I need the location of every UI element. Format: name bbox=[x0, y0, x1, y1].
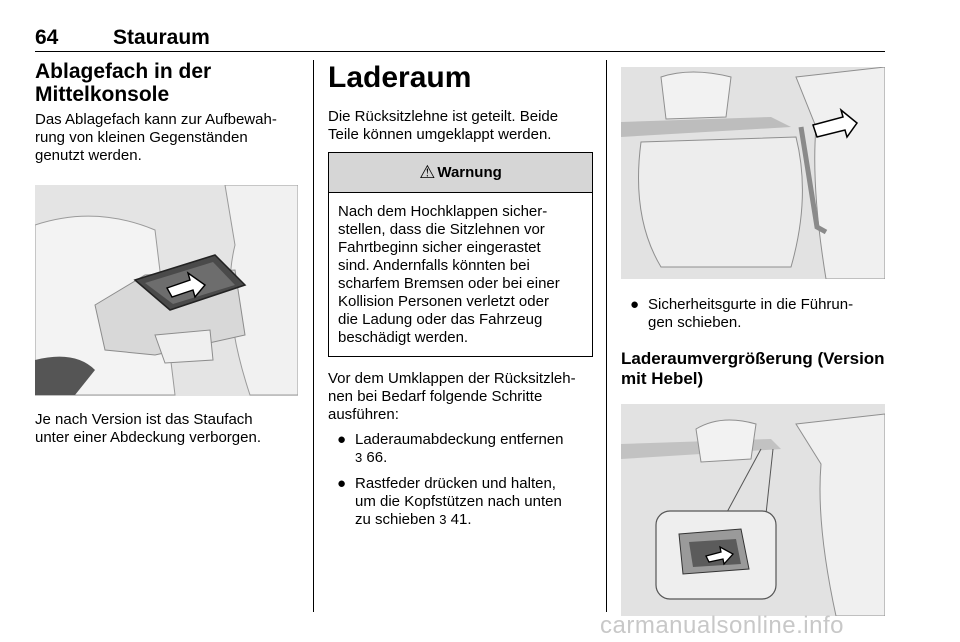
warning-triangle-icon: ⚠ bbox=[419, 162, 436, 182]
page-ref-arrow-icon: 3 bbox=[439, 512, 447, 527]
warning-text: Nach dem Hochklappen sicher- stellen, dass die Sitzlehnen vor Fahrtbeginn sicher eingerastet sind. Andernfalls könnten bei scharfem Bremsen oder bei einer Kollision Personen verletzt oder die Ladung oder das Fahrzeug beschädigt werden. bbox=[338, 203, 560, 346]
page-header bbox=[35, 26, 885, 50]
warning-title: Warnung bbox=[437, 164, 502, 181]
load-compartment-intro: Die Rücksitzlehne ist geteilt. Beide Teile können umgeklappt werden. bbox=[328, 108, 559, 143]
warning-box bbox=[328, 152, 593, 357]
seat-belt-steps bbox=[621, 296, 885, 332]
column-seat-belts bbox=[621, 60, 885, 616]
column-divider bbox=[313, 60, 314, 612]
watermark: carmanualsonline.info bbox=[600, 612, 844, 639]
list-item: ● Rastfeder drücken und halten, um die Kopfstützen nach unten zu schieben 3 41. bbox=[337, 475, 562, 528]
page-reference-link[interactable]: 41. bbox=[450, 511, 472, 528]
console-storage-illustration bbox=[35, 185, 298, 396]
list-item: ● Laderaumabdeckung entfernen 3 66. bbox=[337, 431, 564, 466]
header-rule bbox=[35, 51, 885, 52]
page-number: 64 bbox=[35, 26, 59, 49]
steps-list bbox=[328, 431, 593, 529]
steps-intro: Vor dem Umklappen der Rücksitzleh- nen bei Bedarf folgende Schritte ausführen: bbox=[328, 370, 576, 423]
console-storage-note: Je nach Version ist das Staufach unter einer Abdeckung verborgen. bbox=[35, 411, 261, 446]
page-ref-arrow-icon: 3 bbox=[355, 450, 363, 465]
console-storage-intro: Das Ablagefach kann zur Aufbewah- rung von kleinen Gegenständen genutzt werden. bbox=[35, 111, 277, 164]
page-reference-link[interactable]: 66. bbox=[366, 449, 388, 466]
lever-illustration bbox=[621, 404, 885, 616]
warning-header bbox=[329, 153, 592, 193]
load-compartment-heading: Laderaum bbox=[328, 61, 472, 94]
column-console-storage bbox=[35, 60, 300, 447]
column-load-compartment bbox=[328, 60, 593, 529]
section-title: Stauraum bbox=[113, 26, 210, 49]
console-storage-heading: Ablagefach in der Mittelkonsole bbox=[35, 60, 212, 106]
column-divider bbox=[606, 60, 607, 612]
list-item: ● Sicherheitsgurte in die Führun- gen schieben. bbox=[630, 296, 854, 331]
rear-seat-illustration bbox=[621, 67, 885, 279]
load-extension-heading: Laderaumvergrößerung (Version mit Hebel) bbox=[621, 349, 885, 388]
